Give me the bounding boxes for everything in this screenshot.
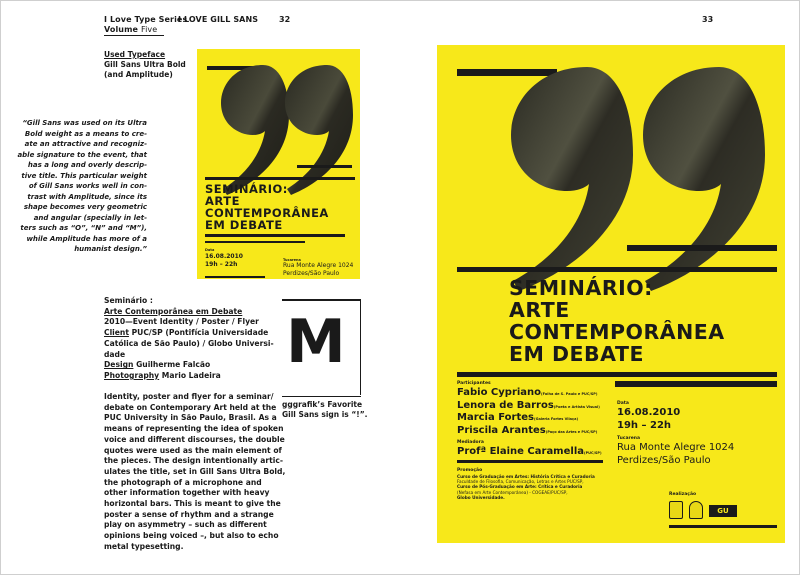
large-date-label: Data <box>617 401 629 406</box>
page-number-right: 33 <box>702 15 714 24</box>
poster-bar <box>457 460 603 463</box>
participant: Fabio Cypriano(Folha de S. Paulo e PUC/SP) <box>457 387 598 398</box>
participant: Lenora de Barros(Poeta e Artista Visual) <box>457 399 600 411</box>
quote-mark-graphic <box>497 63 777 293</box>
poster-bar <box>457 372 777 377</box>
poster-bar <box>627 245 777 251</box>
large-venue-block: Rua Monte Alegre 1024 Perdizes/São Paulo <box>617 442 735 466</box>
participant: Priscila Arantes(Paço das Artes e PUC/SP) <box>457 424 598 436</box>
pull-quote: “Gill Sans was used on its Ultra Bold weight as a means to cre- ate an attractive and recogniz- able signature to the event, that has a long and overly descrip- tive title. This particular weight of Gill Sans works well in con- trast with Amplitude, since its shape becomes very geometric and angular (specially in let- ters such as “O”, “N” and “M”), while Amplitude has more of a humanist design.” <box>17 119 147 253</box>
large-date-block: 16.08.2010 19h – 22h <box>617 407 681 431</box>
glyph-box-rule <box>282 396 361 397</box>
page-number-left: 32 <box>279 15 291 24</box>
seal-icon <box>689 501 703 519</box>
small-date-block: 16.08.2010 19h – 22h <box>205 253 243 268</box>
glyph-m: M <box>286 307 346 377</box>
globo-universidade-logo: GU <box>709 505 737 517</box>
crest-icon <box>669 501 683 519</box>
promo-text: Curso de Graduação em Artes: História Crítica e Curadoria Faculdade de Filosofia, Comunicação, Letras e Artes PUC/SP, Curso de Pós-Graduação em Arte: Crítica e Curadoria (Nefasa em Arte Contemporânea) - COGEAE/PUC/SP, Globo Universidade. <box>457 474 595 500</box>
credits-title2: Arte Contemporânea em Debate <box>104 306 243 316</box>
credits-block: Seminário : Arte Contemporânea em Debate 2010—Event Identity / Poster / Flyer Client PUC/SP (Pontifícia Universidade Católica de São Paulo) / Globo Universi- dade Design Guilherme Falcão Photography Mario Ladeira <box>104 296 274 380</box>
favorite-caption: gggrafik’s Favorite Gill Sans sign is “!”. <box>282 400 368 419</box>
credits-title1: Seminário : <box>104 296 153 305</box>
small-venue-label: Tucarena <box>283 258 301 262</box>
typeface-line1: Gill Sans Ultra Bold <box>104 60 186 69</box>
large-poster <box>437 45 785 543</box>
mediator: Profª Elaine Caramella(PUC/SP) <box>457 446 602 457</box>
client-label: Client <box>104 328 129 338</box>
mediator-label: Mediadora <box>457 440 484 445</box>
poster-bar <box>205 276 265 278</box>
participants-list <box>457 387 600 437</box>
volume-label: Volume Five <box>104 25 158 34</box>
realizacao-label: Realização <box>669 492 697 497</box>
typeface-block <box>104 50 186 80</box>
participant: Marcia Fortes(Galeria Fortes Vilaça) <box>457 412 579 423</box>
poster-bar <box>205 177 355 180</box>
poster-bar <box>297 165 352 168</box>
poster-bar <box>205 241 305 243</box>
large-poster-title: SEMINÁRIO: ARTE CONTEMPORÂNEA EM DEBATE <box>509 276 725 366</box>
promo-label: Promoção <box>457 468 483 473</box>
small-poster-title: SEMINÁRIO: ARTE CONTEMPORÂNEA EM DEBATE <box>205 182 329 232</box>
small-date-label: Data <box>205 248 215 252</box>
typeface-label: Used Typeface <box>104 50 166 59</box>
poster-bar <box>457 267 777 272</box>
description-text: Identity, poster and flyer for a seminar/ debate on Contemporary Art held at the PUC University in São Paulo, Brasil. As a means of representing the idea of spoken voice and different discourses, the double quotes were used as the main element of the pieces. The design intentionally artic- ulates the title, set in Gill Sans Ultra Bold, the photograph of a microphone and other information together with heavy horizontal bars. This is meant to give the poster a sense of rhythm and a strange play on asymmetry – such as different opinions being voiced –, but also to echo metal typesetting. <box>104 392 286 551</box>
small-venue-block: Rua Monte Alegre 1024 Perdizes/São Paulo <box>283 262 354 277</box>
favorite-glyph-box <box>282 299 361 395</box>
participants-label: Participantes <box>457 381 491 386</box>
large-venue-label: Tucarena <box>617 436 640 441</box>
credits-year: 2010—Event Identity / Poster / Flyer <box>104 317 259 327</box>
small-poster <box>197 49 360 279</box>
photo-label: Photography <box>104 370 160 380</box>
poster-bar <box>205 234 345 237</box>
header-rule <box>104 35 164 36</box>
poster-bar <box>615 381 777 387</box>
poster-bar <box>669 525 777 528</box>
running-title: I LOVE GILL SANS <box>178 15 259 24</box>
typeface-line2: (and Amplitude) <box>104 70 173 79</box>
series-title: I Love Type Series <box>104 15 188 24</box>
design-label: Design <box>104 360 134 370</box>
